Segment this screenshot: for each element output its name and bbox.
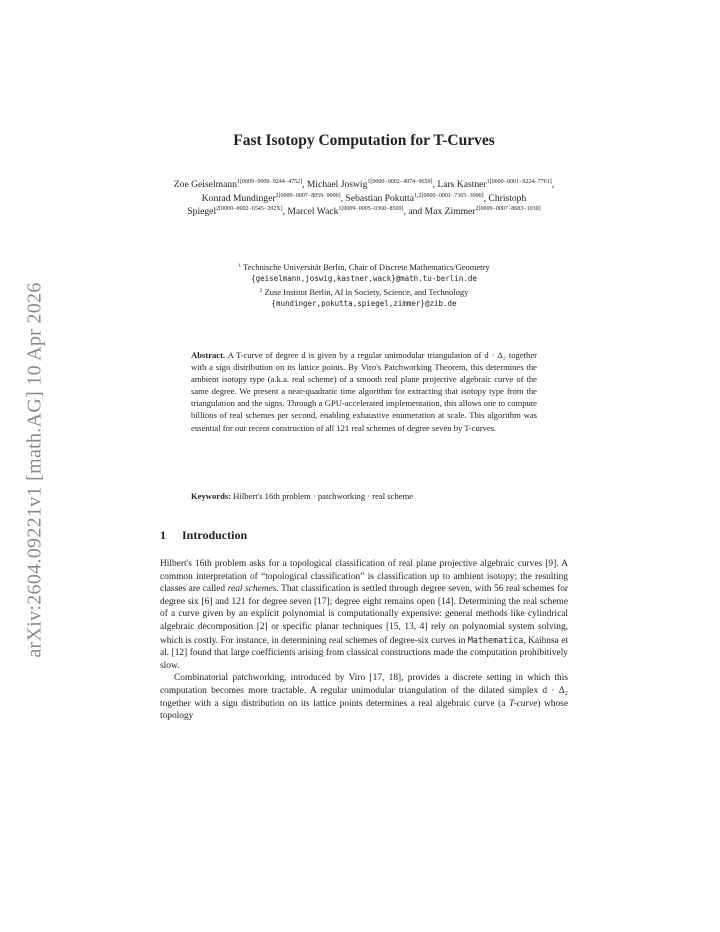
- author: Sebastian Pokutta$^{1,2[0000-0001-7365-3000]}$,: [345, 192, 489, 204]
- author-affiliation-orcid: 1,2[0000−0001−7365−3000]: [413, 192, 484, 199]
- author-name: Christoph Spiegel: [187, 192, 527, 218]
- affiliations: [160, 261, 568, 311]
- author-name: Michael Joswig: [306, 179, 368, 190]
- author-name: Lars Kastner: [437, 179, 487, 190]
- keywords: [191, 490, 537, 502]
- section-title: Introduction: [182, 528, 248, 542]
- introduction-body: [160, 558, 568, 723]
- author: Christoph Spiegel$^{2[0000-0002-6545-202X]}$,: [187, 192, 527, 218]
- keywords-label: Keywords:: [191, 491, 232, 501]
- author: Lars Kastner$^{1[0000-0001-9224-7761]}$,: [437, 179, 555, 190]
- abstract-label: Abstract.: [191, 350, 226, 360]
- author-affiliation-orcid: 1[0000−0001−9224−7761]: [486, 179, 552, 185]
- author-list: [160, 178, 568, 219]
- author-affiliation-orcid: 1[0000−0002−4974−9659]: [367, 179, 433, 185]
- author-name: Marcel Wack: [287, 206, 339, 218]
- paper-title: Fast Isotopy Computation for T-Curves: [233, 132, 495, 149]
- arxiv-identifier-text: arXiv:2604.09221v1 [math.AG] 10 Apr 2026: [23, 282, 46, 658]
- author: Konrad Mundinger$^{2[0009-0007-8059-9090]}$,: [201, 192, 346, 204]
- affiliation-1: $^1$ Technische Universität Berlin, Chair of Discrete Mathematics/Geometry: [238, 262, 490, 272]
- author: Zoe Geiselmann$^{1[0009-0009-9244-4752]}$,: [173, 179, 307, 190]
- section-heading: [160, 528, 247, 543]
- author-name: Zoe Geiselmann: [173, 179, 237, 190]
- author-name: Konrad Mundinger: [201, 192, 276, 204]
- author-affiliation-orcid: 1[0009−0005−0360−8569]: [338, 206, 404, 213]
- affiliation-2: $^2$ Zuse Institut Berlin, AI in Society, Science, and Technology: [259, 286, 469, 297]
- abstract: [191, 349, 537, 434]
- paragraph-1: Hilbert's 16th problem asks for a topological classification of real plane projective algebraic curves [9]. A common interpretation of “topological classification” is classification up to ambient isotopy; the resulting classes are called real schemes. That classification is settled through degree seven, with 56 real schemes for degree six [6] and 121 for degree seven [17]; degree eight remains open [14]. Determining the real scheme of a curve given by an explicit polynomial is computationally expensive: general methods like cylindrical algebraic decomposition [2] or specific planar techniques [15, 13, 4] rely on polynomial system solving, which is costly. For instance, in determining real schemes of degree-six curves in Mathematica, Kaihnsa et al. [12] found that large coefficients arising from classical constructions made the computation prohibitively slow.: [160, 559, 569, 671]
- arxiv-identifier-stamp: [20, 260, 50, 680]
- author: Michael Joswig$^{1[0000-0002-4974-9659]}$,: [306, 179, 438, 190]
- paragraph-2: Combinatorial patchworking, introduced by Viro [17, 18], provides a discrete setting in which this computation becomes more tractable. A regular unimodular triangulation of the dilated simplex d · Δ₂ together with a sign distribution on its lattice points determines a real algebraic curve (a T-curve) whose topology: [160, 673, 568, 722]
- author-name: Max Zimmer: [424, 206, 476, 218]
- author: Marcel Wack$^{1[0009-0005-0360-8569]}$, and: [287, 206, 425, 218]
- author: [425, 206, 541, 217]
- author-affiliation-orcid: 2[0009−0007−8683−1030]: [475, 206, 541, 213]
- author-affiliation-orcid: 2[0009−0007−8059−9090]: [275, 192, 341, 199]
- author-affiliation-orcid: 2[0000−0002−6545−202X]: [216, 206, 283, 213]
- affiliation-1-email[interactable]: {geiselmann,joswig,kastner,wack}@math.tu-berlin.de: [251, 274, 477, 284]
- author-affiliation-orcid: 1[0009−0009−9244−4752]: [236, 179, 303, 185]
- affiliation-2-email[interactable]: {mundinger,pokutta,spiegel,zimmer}@zib.de: [271, 299, 457, 309]
- section-number: 1: [160, 528, 166, 542]
- keywords-text: Hilbert's 16th problem · patchworking · real scheme: [233, 491, 414, 501]
- abstract-text: A T-curve of degree d is given by a regular unimodular triangulation of d · Δ₂ together with a sign distribution on its lattice points. By Viro's Patchworking Theorem, this determines the ambient isotopy type (a.k.a. real scheme) of a smooth real plane projective algebraic curve of the same degree. We present a near-quadratic time algorithm for extracting that isotopy type from the triangulation and the signs. Through a GPU-accelerated implementation, this allows one to compute billions of real schemes per second, enabling exhaustive enumeration at scale. This algorithm was essential for our recent construction of all 121 real schemes of degree seven by T-curves.: [191, 350, 537, 433]
- author-name: Sebastian Pokutta: [345, 192, 414, 204]
